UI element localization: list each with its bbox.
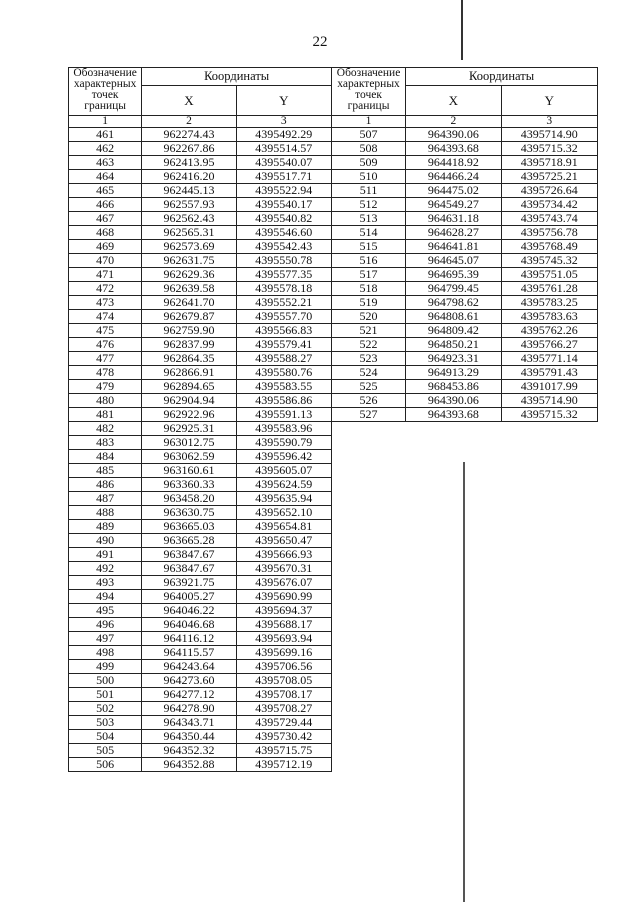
table-row xyxy=(69,716,332,730)
x-coordinate-cell: 963360.33 xyxy=(142,478,236,492)
point-label-header xyxy=(332,68,406,116)
point-number-cell: 522 xyxy=(332,338,406,352)
y-coordinate-cell: 4395734.42 xyxy=(501,198,597,212)
point-number-cell: 503 xyxy=(69,716,142,730)
x-coordinate-cell: 963921.75 xyxy=(142,576,236,590)
x-coordinate-cell: 964390.06 xyxy=(406,394,501,408)
point-number-cell: 492 xyxy=(69,562,142,576)
x-coordinate-cell: 964393.68 xyxy=(406,408,501,422)
point-number-cell: 506 xyxy=(69,758,142,772)
y-coordinate-cell: 4395590.79 xyxy=(236,436,331,450)
point-number-cell: 493 xyxy=(69,576,142,590)
y-coordinate-cell: 4395718.91 xyxy=(501,156,597,170)
x-coordinate-cell: 962759.90 xyxy=(142,324,236,338)
point-number-cell: 464 xyxy=(69,170,142,184)
point-number-cell: 483 xyxy=(69,436,142,450)
x-coordinate-cell: 964116.12 xyxy=(142,632,236,646)
table-row xyxy=(69,310,332,324)
y-coordinate-cell: 4395650.47 xyxy=(236,534,331,548)
x-coordinate-cell: 964418.92 xyxy=(406,156,501,170)
x-coordinate-cell: 962922.96 xyxy=(142,408,236,422)
y-coordinate-cell: 4395605.07 xyxy=(236,464,331,478)
table-row xyxy=(69,660,332,674)
column-number: 3 xyxy=(236,116,331,128)
y-coordinate-cell: 4395706.56 xyxy=(236,660,331,674)
y-coordinate-cell: 4395751.05 xyxy=(501,268,597,282)
point-number-cell: 514 xyxy=(332,226,406,240)
x-coordinate-cell: 964641.81 xyxy=(406,240,501,254)
table-row xyxy=(69,590,332,604)
table-row xyxy=(332,366,598,380)
y-coordinate-cell: 4395583.55 xyxy=(236,380,331,394)
y-coordinate-cell: 4395624.59 xyxy=(236,478,331,492)
y-coordinate-cell: 4395577.35 xyxy=(236,268,331,282)
x-coordinate-cell: 964273.60 xyxy=(142,674,236,688)
x-coordinate-cell: 962894.65 xyxy=(142,380,236,394)
table-body-right xyxy=(332,128,598,422)
point-number-cell: 490 xyxy=(69,534,142,548)
table-row xyxy=(69,156,332,170)
x-coordinate-cell: 964393.68 xyxy=(406,142,501,156)
y-coordinate-cell: 4395693.94 xyxy=(236,632,331,646)
x-coordinate-cell: 962445.13 xyxy=(142,184,236,198)
point-number-cell: 515 xyxy=(332,240,406,254)
point-number-cell: 509 xyxy=(332,156,406,170)
point-number-cell: 499 xyxy=(69,660,142,674)
point-number-cell: 465 xyxy=(69,184,142,198)
x-coordinate-cell: 963665.03 xyxy=(142,520,236,534)
table-row xyxy=(69,282,332,296)
table-row xyxy=(332,198,598,212)
y-coordinate-cell: 4395783.63 xyxy=(501,310,597,324)
table-row xyxy=(332,128,598,142)
point-number-cell: 519 xyxy=(332,296,406,310)
x-coordinate-cell: 963847.67 xyxy=(142,562,236,576)
table-row xyxy=(332,254,598,268)
x-coordinate-cell: 962631.75 xyxy=(142,254,236,268)
point-number-cell: 496 xyxy=(69,618,142,632)
y-coordinate-cell: 4395557.70 xyxy=(236,310,331,324)
table-row xyxy=(332,380,598,394)
y-coordinate-cell: 4395762.26 xyxy=(501,324,597,338)
point-number-cell: 491 xyxy=(69,548,142,562)
point-label-line-1: Обозначение xyxy=(73,67,137,79)
page-number: 22 xyxy=(312,34,328,50)
y-coordinate-cell: 4395743.74 xyxy=(501,212,597,226)
table-row xyxy=(69,198,332,212)
point-number-cell: 494 xyxy=(69,590,142,604)
table-row xyxy=(332,282,598,296)
point-number-cell: 511 xyxy=(332,184,406,198)
y-coordinate-cell: 4395492.29 xyxy=(236,128,331,142)
table-row xyxy=(69,436,332,450)
x-coordinate-cell: 964475.02 xyxy=(406,184,501,198)
point-number-cell: 501 xyxy=(69,688,142,702)
table-row xyxy=(69,604,332,618)
y-coordinate-cell: 4395635.94 xyxy=(236,492,331,506)
x-coordinate-cell: 962866.91 xyxy=(142,366,236,380)
y-coordinate-cell: 4395708.27 xyxy=(236,702,331,716)
x-coordinate-cell: 964798.62 xyxy=(406,296,501,310)
point-number-cell: 510 xyxy=(332,170,406,184)
x-coordinate-cell: 964466.24 xyxy=(406,170,501,184)
x-coordinate-cell: 962864.35 xyxy=(142,352,236,366)
point-number-cell: 472 xyxy=(69,282,142,296)
x-coordinate-cell: 963062.59 xyxy=(142,450,236,464)
x-coordinate-cell: 963665.28 xyxy=(142,534,236,548)
table-row xyxy=(332,408,598,422)
point-number-cell: 479 xyxy=(69,380,142,394)
column-number: 1 xyxy=(332,116,406,128)
table-row xyxy=(69,534,332,548)
table-row xyxy=(69,464,332,478)
x-coordinate-cell: 964645.07 xyxy=(406,254,501,268)
y-coordinate-cell: 4395514.57 xyxy=(236,142,331,156)
y-header: Y xyxy=(501,86,597,116)
x-coordinate-cell: 964799.45 xyxy=(406,282,501,296)
point-number-cell: 481 xyxy=(69,408,142,422)
table-row xyxy=(69,674,332,688)
table-row xyxy=(69,744,332,758)
point-number-cell: 489 xyxy=(69,520,142,534)
x-coordinate-cell: 962416.20 xyxy=(142,170,236,184)
y-coordinate-cell: 4395768.49 xyxy=(501,240,597,254)
y-coordinate-cell: 4395676.07 xyxy=(236,576,331,590)
y-coordinate-cell: 4395566.83 xyxy=(236,324,331,338)
y-coordinate-cell: 4395588.27 xyxy=(236,352,331,366)
table-row xyxy=(332,156,598,170)
y-coordinate-cell: 4395708.17 xyxy=(236,688,331,702)
x-coordinate-cell: 962573.69 xyxy=(142,240,236,254)
x-coordinate-cell: 962557.93 xyxy=(142,198,236,212)
point-number-cell: 484 xyxy=(69,450,142,464)
y-coordinate-cell: 4395761.28 xyxy=(501,282,597,296)
x-header: X xyxy=(406,86,501,116)
point-number-cell: 476 xyxy=(69,338,142,352)
table-row xyxy=(332,268,598,282)
table-row xyxy=(69,394,332,408)
x-coordinate-cell: 964850.21 xyxy=(406,338,501,352)
y-coordinate-cell: 4395596.42 xyxy=(236,450,331,464)
y-coordinate-cell: 4395791.43 xyxy=(501,366,597,380)
table-row xyxy=(69,296,332,310)
point-number-cell: 507 xyxy=(332,128,406,142)
point-number-cell: 512 xyxy=(332,198,406,212)
table-row xyxy=(69,352,332,366)
x-coordinate-cell: 964695.39 xyxy=(406,268,501,282)
y-coordinate-cell: 4395756.78 xyxy=(501,226,597,240)
y-coordinate-cell: 4395540.17 xyxy=(236,198,331,212)
point-number-cell: 467 xyxy=(69,212,142,226)
x-coordinate-cell: 963847.67 xyxy=(142,548,236,562)
point-number-cell: 469 xyxy=(69,240,142,254)
y-coordinate-cell: 4395591.13 xyxy=(236,408,331,422)
point-number-cell: 523 xyxy=(332,352,406,366)
x-header: X xyxy=(142,86,236,116)
table-row xyxy=(332,226,598,240)
y-coordinate-cell: 4395708.05 xyxy=(236,674,331,688)
table-row xyxy=(69,562,332,576)
y-coordinate-cell: 4395745.32 xyxy=(501,254,597,268)
table-row xyxy=(332,394,598,408)
y-coordinate-cell: 4395725.21 xyxy=(501,170,597,184)
point-number-cell: 520 xyxy=(332,310,406,324)
x-coordinate-cell: 964005.27 xyxy=(142,590,236,604)
y-coordinate-cell: 4395688.17 xyxy=(236,618,331,632)
x-coordinate-cell: 962837.99 xyxy=(142,338,236,352)
point-number-cell: 508 xyxy=(332,142,406,156)
y-coordinate-cell: 4395652.10 xyxy=(236,506,331,520)
table-row xyxy=(69,184,332,198)
table-row xyxy=(69,548,332,562)
y-header: Y xyxy=(236,86,331,116)
y-coordinate-cell: 4395766.27 xyxy=(501,338,597,352)
point-number-cell: 475 xyxy=(69,324,142,338)
table-row xyxy=(69,702,332,716)
table-row xyxy=(69,576,332,590)
point-label-line-4: границы xyxy=(347,100,390,112)
table-row xyxy=(69,520,332,534)
table-row xyxy=(332,338,598,352)
x-coordinate-cell: 964352.32 xyxy=(142,744,236,758)
x-coordinate-cell: 962274.43 xyxy=(142,128,236,142)
table-row xyxy=(69,366,332,380)
y-coordinate-cell: 4395522.94 xyxy=(236,184,331,198)
y-coordinate-cell: 4395714.90 xyxy=(501,394,597,408)
column-number: 2 xyxy=(142,116,236,128)
point-number-cell: 468 xyxy=(69,226,142,240)
coordinates-header: Координаты xyxy=(406,68,598,86)
point-number-cell: 485 xyxy=(69,464,142,478)
table-row xyxy=(69,128,332,142)
point-label-header xyxy=(69,68,142,116)
y-coordinate-cell: 4395771.14 xyxy=(501,352,597,366)
point-number-cell: 524 xyxy=(332,366,406,380)
table-row xyxy=(69,226,332,240)
point-number-cell: 525 xyxy=(332,380,406,394)
point-number-cell: 477 xyxy=(69,352,142,366)
x-coordinate-cell: 962639.58 xyxy=(142,282,236,296)
x-coordinate-cell: 964115.57 xyxy=(142,646,236,660)
coordinates-table-left xyxy=(68,67,332,772)
y-coordinate-cell: 4395670.31 xyxy=(236,562,331,576)
y-coordinate-cell: 4395715.75 xyxy=(236,744,331,758)
scan-artifact-line xyxy=(461,0,463,60)
point-number-cell: 495 xyxy=(69,604,142,618)
point-number-cell: 488 xyxy=(69,506,142,520)
table-row xyxy=(69,632,332,646)
table-row xyxy=(332,324,598,338)
table-row xyxy=(332,296,598,310)
point-number-cell: 527 xyxy=(332,408,406,422)
point-number-cell: 502 xyxy=(69,702,142,716)
point-number-cell: 526 xyxy=(332,394,406,408)
point-number-cell: 470 xyxy=(69,254,142,268)
table-row xyxy=(69,170,332,184)
y-coordinate-cell: 4395542.43 xyxy=(236,240,331,254)
x-coordinate-cell: 962679.87 xyxy=(142,310,236,324)
y-coordinate-cell: 4395578.18 xyxy=(236,282,331,296)
table-row xyxy=(69,240,332,254)
table-row xyxy=(69,646,332,660)
point-number-cell: 498 xyxy=(69,646,142,660)
y-coordinate-cell: 4395580.76 xyxy=(236,366,331,380)
y-coordinate-cell: 4395726.64 xyxy=(501,184,597,198)
x-coordinate-cell: 964390.06 xyxy=(406,128,501,142)
x-coordinate-cell: 962641.70 xyxy=(142,296,236,310)
table-row xyxy=(69,268,332,282)
point-number-cell: 474 xyxy=(69,310,142,324)
x-coordinate-cell: 964628.27 xyxy=(406,226,501,240)
y-coordinate-cell: 4395694.37 xyxy=(236,604,331,618)
x-coordinate-cell: 964277.12 xyxy=(142,688,236,702)
column-number: 1 xyxy=(69,116,142,128)
y-coordinate-cell: 4395666.93 xyxy=(236,548,331,562)
table-body-left xyxy=(69,128,332,772)
x-coordinate-cell: 964278.90 xyxy=(142,702,236,716)
y-coordinate-cell: 4395729.44 xyxy=(236,716,331,730)
table-row xyxy=(332,240,598,254)
y-coordinate-cell: 4395730.42 xyxy=(236,730,331,744)
point-number-cell: 482 xyxy=(69,422,142,436)
point-number-cell: 487 xyxy=(69,492,142,506)
point-number-cell: 462 xyxy=(69,142,142,156)
x-coordinate-cell: 964046.68 xyxy=(142,618,236,632)
x-coordinate-cell: 964352.88 xyxy=(142,758,236,772)
point-label-line-4: границы xyxy=(84,100,127,112)
point-label-line-2: характерных xyxy=(337,78,400,90)
table-row xyxy=(332,142,598,156)
x-coordinate-cell: 962413.95 xyxy=(142,156,236,170)
scan-artifact-line xyxy=(463,462,465,902)
table-row xyxy=(69,422,332,436)
table-row xyxy=(332,310,598,324)
point-number-cell: 486 xyxy=(69,478,142,492)
table-row xyxy=(69,492,332,506)
coordinates-table-right xyxy=(331,67,598,422)
point-label-line-1: Обозначение xyxy=(336,67,401,79)
point-number-cell: 463 xyxy=(69,156,142,170)
y-coordinate-cell: 4395783.25 xyxy=(501,296,597,310)
point-number-cell: 500 xyxy=(69,674,142,688)
table-row xyxy=(69,730,332,744)
y-coordinate-cell: 4395540.07 xyxy=(236,156,331,170)
y-coordinate-cell: 4395654.81 xyxy=(236,520,331,534)
table-row xyxy=(69,254,332,268)
coordinates-header: Координаты xyxy=(142,68,332,86)
y-coordinate-cell: 4395546.60 xyxy=(236,226,331,240)
y-coordinate-cell: 4395540.82 xyxy=(236,212,331,226)
column-number: 2 xyxy=(406,116,501,128)
point-label-line-2: характерных xyxy=(73,78,137,90)
table-row xyxy=(332,212,598,226)
point-label-line-3: точек xyxy=(91,89,119,101)
x-coordinate-cell: 962904.94 xyxy=(142,394,236,408)
point-number-cell: 505 xyxy=(69,744,142,758)
y-coordinate-cell: 4395550.78 xyxy=(236,254,331,268)
x-coordinate-cell: 963160.61 xyxy=(142,464,236,478)
x-coordinate-cell: 964343.71 xyxy=(142,716,236,730)
x-coordinate-cell: 962565.31 xyxy=(142,226,236,240)
x-coordinate-cell: 964808.61 xyxy=(406,310,501,324)
x-coordinate-cell: 963012.75 xyxy=(142,436,236,450)
x-coordinate-cell: 968453.86 xyxy=(406,380,501,394)
point-number-cell: 466 xyxy=(69,198,142,212)
table-row xyxy=(69,478,332,492)
x-coordinate-cell: 964046.22 xyxy=(142,604,236,618)
y-coordinate-cell: 4395699.16 xyxy=(236,646,331,660)
x-coordinate-cell: 964923.31 xyxy=(406,352,501,366)
table-row xyxy=(69,212,332,226)
point-number-cell: 513 xyxy=(332,212,406,226)
x-coordinate-cell: 962925.31 xyxy=(142,422,236,436)
column-number: 3 xyxy=(501,116,597,128)
table-row xyxy=(69,324,332,338)
table-row xyxy=(332,170,598,184)
x-coordinate-cell: 963458.20 xyxy=(142,492,236,506)
point-number-cell: 497 xyxy=(69,632,142,646)
point-number-cell: 471 xyxy=(69,268,142,282)
table-row xyxy=(69,408,332,422)
point-number-cell: 516 xyxy=(332,254,406,268)
y-coordinate-cell: 4391017.99 xyxy=(501,380,597,394)
x-coordinate-cell: 964809.42 xyxy=(406,324,501,338)
table-row xyxy=(69,450,332,464)
point-number-cell: 480 xyxy=(69,394,142,408)
x-coordinate-cell: 964549.27 xyxy=(406,198,501,212)
table-row xyxy=(332,184,598,198)
point-number-cell: 461 xyxy=(69,128,142,142)
x-coordinate-cell: 962562.43 xyxy=(142,212,236,226)
x-coordinate-cell: 964243.64 xyxy=(142,660,236,674)
point-number-cell: 517 xyxy=(332,268,406,282)
table-row xyxy=(69,758,332,772)
table-row xyxy=(69,688,332,702)
table-row xyxy=(69,506,332,520)
y-coordinate-cell: 4395517.71 xyxy=(236,170,331,184)
x-coordinate-cell: 964631.18 xyxy=(406,212,501,226)
point-label-line-3: точек xyxy=(355,89,382,101)
point-number-cell: 473 xyxy=(69,296,142,310)
point-number-cell: 504 xyxy=(69,730,142,744)
y-coordinate-cell: 4395714.90 xyxy=(501,128,597,142)
y-coordinate-cell: 4395715.32 xyxy=(501,408,597,422)
y-coordinate-cell: 4395583.96 xyxy=(236,422,331,436)
y-coordinate-cell: 4395579.41 xyxy=(236,338,331,352)
point-number-cell: 521 xyxy=(332,324,406,338)
table-row xyxy=(332,352,598,366)
point-number-cell: 518 xyxy=(332,282,406,296)
x-coordinate-cell: 962629.36 xyxy=(142,268,236,282)
y-coordinate-cell: 4395586.86 xyxy=(236,394,331,408)
x-coordinate-cell: 963630.75 xyxy=(142,506,236,520)
table-row xyxy=(69,618,332,632)
y-coordinate-cell: 4395715.32 xyxy=(501,142,597,156)
x-coordinate-cell: 964350.44 xyxy=(142,730,236,744)
y-coordinate-cell: 4395712.19 xyxy=(236,758,331,772)
y-coordinate-cell: 4395690.99 xyxy=(236,590,331,604)
y-coordinate-cell: 4395552.21 xyxy=(236,296,331,310)
x-coordinate-cell: 964913.29 xyxy=(406,366,501,380)
table-row xyxy=(69,142,332,156)
point-number-cell: 478 xyxy=(69,366,142,380)
x-coordinate-cell: 962267.86 xyxy=(142,142,236,156)
table-row xyxy=(69,380,332,394)
table-row xyxy=(69,338,332,352)
